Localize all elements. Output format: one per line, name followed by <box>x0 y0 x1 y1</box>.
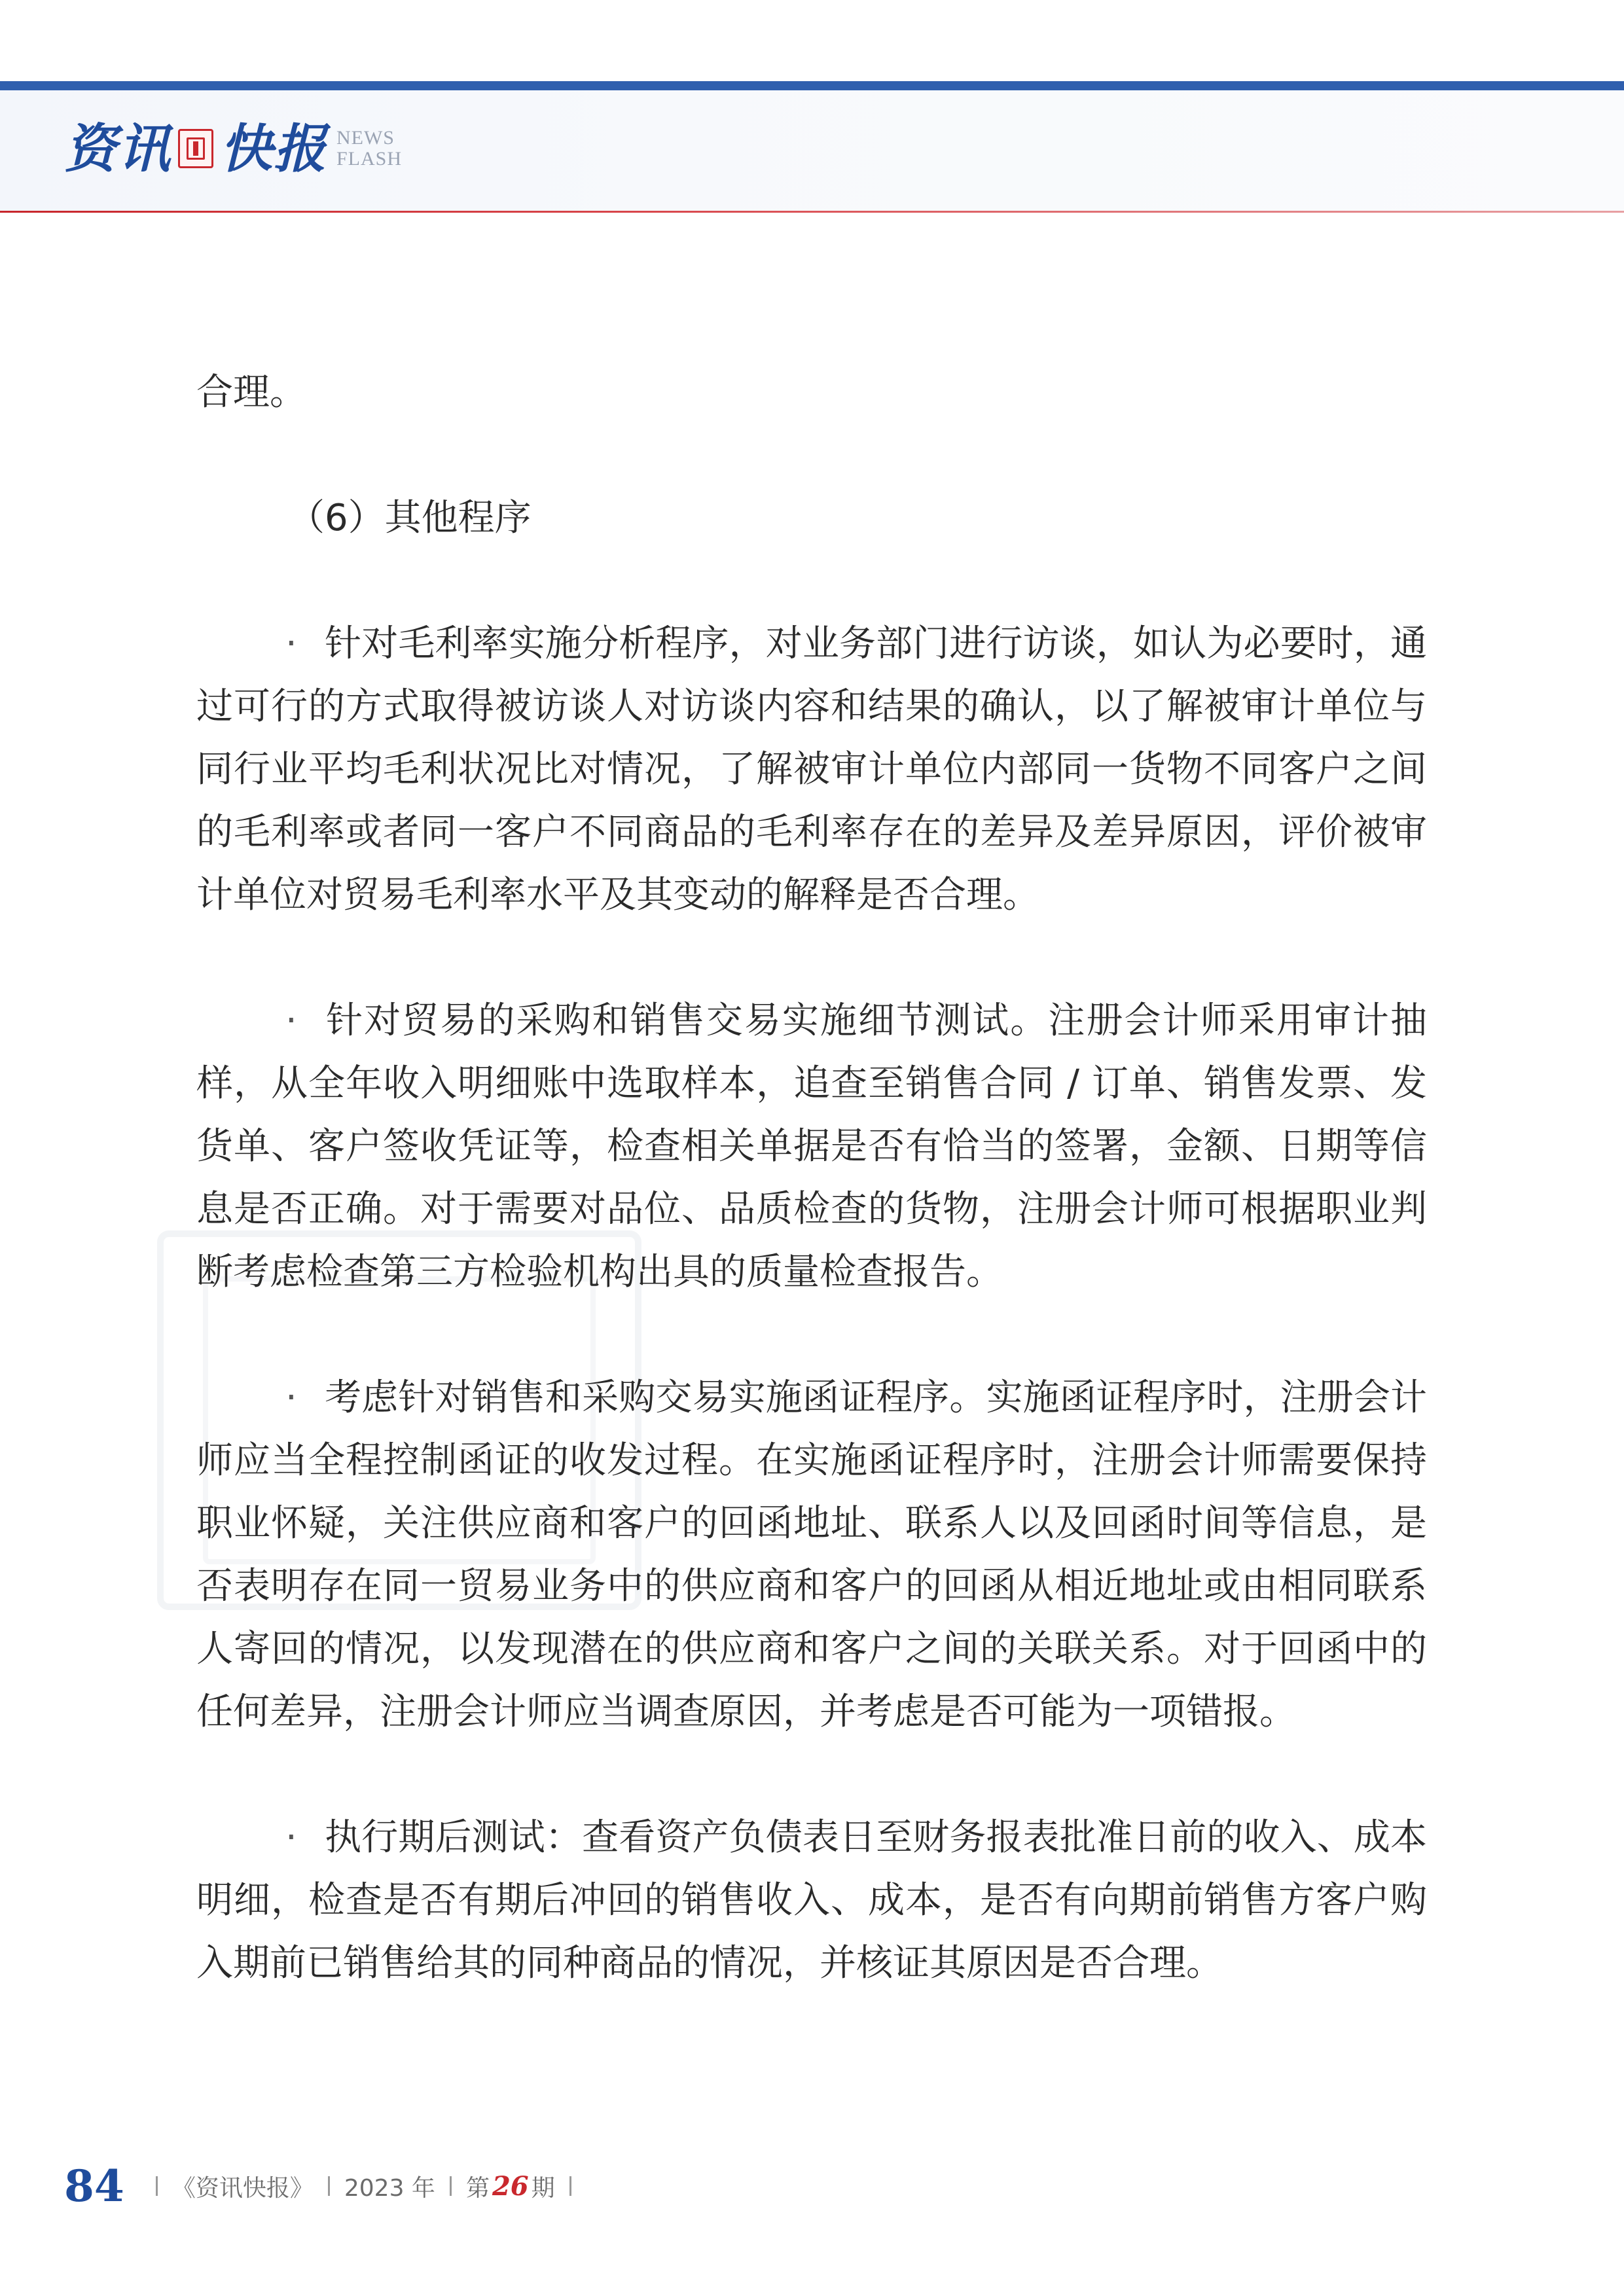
section-heading: （6）其他程序 <box>288 497 532 539</box>
bullet-text: 执行期后测试：查看资产负债表日至财务报表批准日前的收入、成本明细，检查是否有期后冲回的销售收入、成本，是否有向期前销售方客户购入期前已销售给其的同种商品的情况，并核证其原因是否合理。 <box>196 1816 1427 1984</box>
masthead-english-line2: FLASH <box>336 148 403 170</box>
article-body <box>196 361 1427 1995</box>
bullet-dot-icon: · <box>285 1816 297 1859</box>
page-number: 84 <box>64 2161 124 2212</box>
publication-year: 2023 年 <box>344 2174 435 2202</box>
lead-paragraph: 合理。 <box>196 371 306 414</box>
publication-name: 《资讯快报》 <box>171 2174 314 2202</box>
issue-prefix: 第 <box>465 2174 490 2202</box>
bullet-text: 针对贸易的采购和销售交易实施细节测试。注册会计师采用审计抽样，从全年收入明细账中选取样本，追查至销售合同 / 订单、销售发票、发货单、客户签收凭证等，检查相关单据是否有恰当的签署，金额、日期等信息是否正确。对于需要对品位、品质检查的货物，注册会计师可根据职业判断考虑检查第三方检验机构出具的质量检查报告。 <box>196 999 1427 1293</box>
masthead-logo <box>64 113 402 185</box>
issue-number: 26 <box>492 2170 529 2202</box>
seal-icon <box>178 129 213 168</box>
bullet-dot-icon: · <box>285 622 297 665</box>
bullet-paragraph <box>196 990 1427 1304</box>
bullet-dot-icon: · <box>285 1376 297 1419</box>
bullet-paragraph <box>196 613 1427 927</box>
bullet-text: 针对毛利率实施分析程序，对业务部门进行访谈，如认为必要时，通过可行的方式取得被访谈人对访谈内容和结果的确认，以了解被审计单位与同行业平均毛利状况比对情况，了解被审计单位内部同一货物不同客户之间的毛利率或者同一客户不同商品的毛利率存在的差异及差异原因，评价被审计单位对贸易毛利率水平及其变动的解释是否合理。 <box>196 622 1427 916</box>
masthead-title-part2: 快报 <box>220 118 327 179</box>
bullet-paragraph <box>196 1806 1427 1995</box>
footer-divider <box>569 2176 571 2196</box>
bullet-text: 考虑针对销售和采购交易实施函证程序。实施函证程序时，注册会计师应当全程控制函证的收发过程。在实施函证程序时，注册会计师需要保持职业怀疑，关注供应商和客户的回函地址、联系人以及回函时间等信息，是否表明存在同一贸易业务中的供应商和客户的回函从相近地址或由相同联系人寄回的情况，以发现潜在的供应商和客户之间的关联关系。对于回函中的任何差异，注册会计师应当调查原因，并考虑是否可能为一项错报。 <box>196 1376 1427 1733</box>
footer-divider <box>328 2176 330 2196</box>
masthead-title-part1: 资讯 <box>64 118 171 179</box>
bullet-dot-icon: · <box>285 999 297 1042</box>
header-red-rule <box>0 211 1624 213</box>
bullet-paragraph <box>196 1367 1427 1744</box>
footer-divider <box>156 2176 158 2196</box>
issue-suffix: 期 <box>531 2174 555 2202</box>
header-top-rule <box>0 81 1624 90</box>
masthead-english-line1: NEWS <box>336 127 395 149</box>
page-footer <box>64 2160 586 2212</box>
footer-divider <box>450 2176 452 2196</box>
masthead-english <box>336 128 402 170</box>
